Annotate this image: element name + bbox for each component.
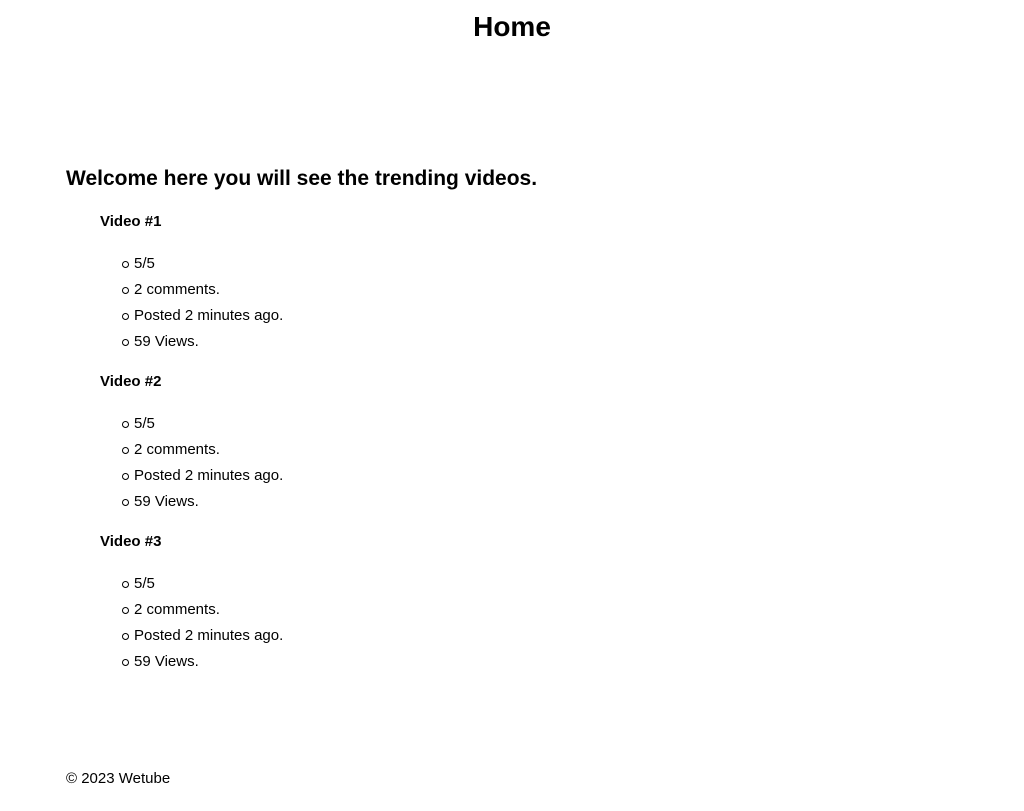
video-item-3 — [100, 532, 966, 672]
footer-copyright: © 2023 Wetube — [66, 770, 171, 787]
page-header — [0, 10, 1024, 44]
video-comments: 2 comments. — [134, 280, 966, 300]
page-title: Home — [473, 11, 551, 42]
video-item-1 — [100, 212, 966, 352]
video-views: 59 Views. — [134, 332, 966, 352]
video-rating: 5/5 — [134, 254, 966, 274]
video-meta-list — [100, 414, 966, 512]
video-posted: Posted 2 minutes ago. — [134, 626, 966, 646]
video-meta-list — [100, 254, 966, 352]
video-posted: Posted 2 minutes ago. — [134, 466, 966, 486]
video-views: 59 Views. — [134, 492, 966, 512]
video-rating: 5/5 — [134, 414, 966, 434]
video-views: 59 Views. — [134, 652, 966, 672]
video-title: Video #2 — [100, 373, 162, 390]
video-title: Video #3 — [100, 533, 162, 550]
video-comments: 2 comments. — [134, 440, 966, 460]
video-title: Video #1 — [100, 213, 162, 230]
video-meta-list — [100, 574, 966, 672]
main-content — [66, 166, 966, 678]
video-item-2 — [100, 372, 966, 512]
video-comments: 2 comments. — [134, 600, 966, 620]
welcome-heading: Welcome here you will see the trending videos. — [66, 167, 538, 190]
video-list — [66, 212, 966, 672]
video-rating: 5/5 — [134, 574, 966, 594]
video-posted: Posted 2 minutes ago. — [134, 306, 966, 326]
